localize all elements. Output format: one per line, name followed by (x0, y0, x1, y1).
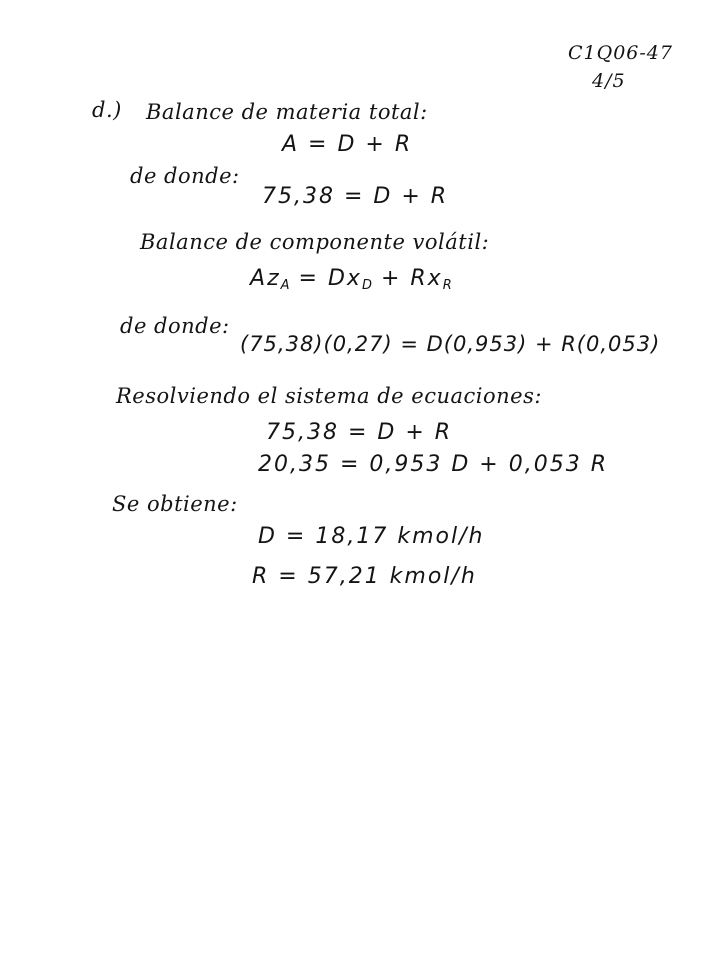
de-donde-label-1: de donde: (130, 164, 240, 188)
eq-equals-d: = D (289, 266, 347, 291)
solve-heading: Resolviendo el sistema de ecuaciones: (116, 384, 542, 408)
obtains-heading: Se obtiene: (112, 492, 238, 516)
second-substitution-equation: (75,38)(0,27) = D(0,953) + R(0,053) (240, 332, 661, 356)
eq-lhs-a: A (250, 266, 268, 291)
page-number: 4/5 (592, 70, 626, 92)
total-balance-heading: Balance de materia total: (146, 100, 428, 124)
system-equation-2: 20,35 = 0,953 D + 0,053 R (258, 452, 608, 477)
total-balance-equation: A = D + R (282, 132, 413, 157)
result-r: R = 57,21 kmol/h (252, 564, 477, 589)
eq-x-r: x (427, 266, 443, 291)
eq-x-d-sub: D (361, 278, 372, 293)
eq-x-r-sub: R (442, 278, 452, 293)
component-balance-equation (250, 268, 452, 292)
first-substitution-equation: 75,38 = D + R (262, 184, 449, 209)
eq-lhs-z: z (267, 266, 281, 291)
eq-plus-r: + R (371, 266, 428, 291)
system-equation-1: 75,38 = D + R (266, 420, 453, 445)
eq-x-d: x (346, 266, 362, 291)
eq-lhs-sub: A (280, 278, 290, 293)
component-balance-heading: Balance de componente volátil: (140, 230, 490, 254)
de-donde-label-2: de donde: (120, 314, 230, 338)
page-code: C1Q06-47 (568, 42, 673, 64)
item-label: d.) (92, 98, 122, 122)
result-d: D = 18,17 kmol/h (258, 524, 485, 549)
